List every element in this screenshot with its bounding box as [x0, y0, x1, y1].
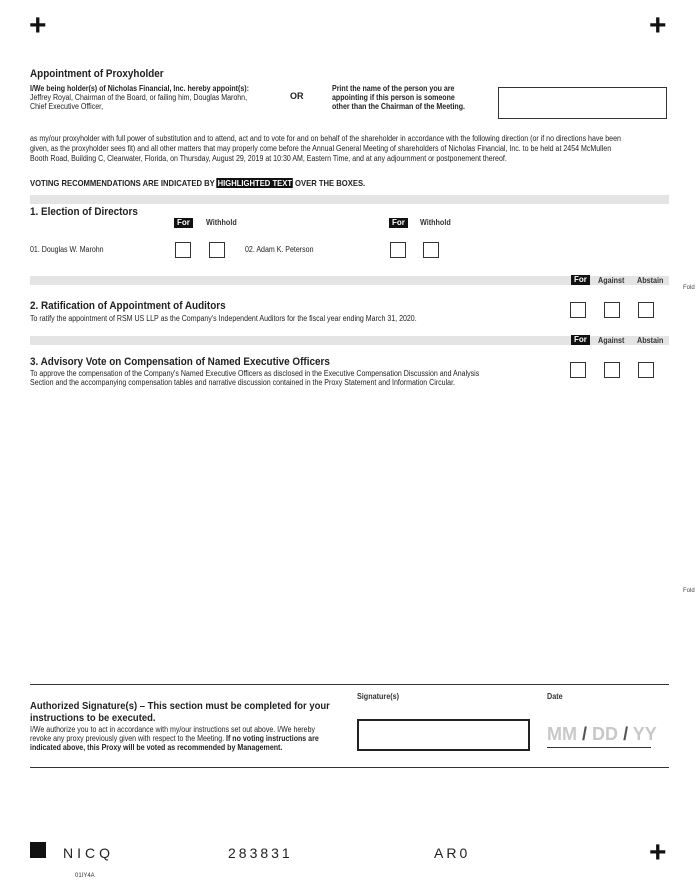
signature-label: Signature(s)	[357, 692, 400, 701]
date-yy-placeholder: YY	[632, 724, 657, 744]
signature-input[interactable]	[357, 719, 530, 751]
black-square-mark	[30, 842, 46, 858]
proxy-text-line-3: Booth Road, Building C, Clearwater, Florida, on Thursday, August 29, 2019 at 10:30 AM, Eastern Time, and at any adjournment or postponement thereof.	[30, 154, 507, 163]
appointee-line-1: Jeffrey Royal, Chairman of the Board, or failing him, Douglas Marohn,	[30, 93, 248, 102]
advisory-abstain-checkbox[interactable]	[638, 362, 654, 378]
director-1-withhold-checkbox[interactable]	[209, 242, 225, 258]
or-label: OR	[290, 91, 304, 101]
signature-text-normal: revoke any proxy previously given with respect to the Meeting.	[30, 734, 227, 743]
section-divider-bar	[30, 195, 669, 204]
voting-note-text: VOTING RECOMMENDATIONS ARE INDICATED BY	[30, 178, 217, 188]
date-mm-placeholder: MM	[547, 724, 577, 744]
proxy-text-line-2: given, as the proxyholder sees fit) and all other matters that may properly come before the Annual General Meeting of shareholders of Nicholas Financial, Inc. to be held at 2454 McMullen	[30, 144, 612, 153]
advisory-text-line-1: To approve the compensation of the Company's Named Executive Officers as disclosed in the Executive Compensation Discussion and Analysis	[30, 369, 480, 378]
signature-text-line-1: I/We authorize you to act in accordance with my/our instructions set out above. I/We hereby	[30, 725, 316, 734]
voting-note-text-end: OVER THE BOXES.	[292, 178, 366, 188]
election-title: 1. Election of Directors	[30, 206, 138, 218]
appointment-title: Appointment of Proxyholder	[30, 68, 164, 80]
signature-text-line-3: indicated above, this Proxy will be voted as recommended by Management.	[30, 743, 283, 752]
advisory-for-checkbox[interactable]	[570, 362, 586, 378]
director-2-name: 02. Adam K. Peterson	[245, 245, 314, 254]
for-label-item-2: For	[571, 275, 590, 285]
registration-mark-top-right: +	[649, 9, 667, 42]
advisory-text-line-2: Section and the accompanying compensation tables and narrative discussion contained in the Proxy Statement and Information Circular.	[30, 378, 455, 387]
registration-mark-top-left: +	[29, 9, 47, 42]
print-line-2: appointing if this person is someone	[332, 93, 455, 102]
voting-recommendations-note	[30, 178, 365, 188]
signature-text-bold: If no voting instructions are	[226, 734, 319, 743]
against-label-item-3: Against	[598, 336, 625, 345]
highlighted-text-sample: HIGHLIGHTED TEXT	[217, 178, 293, 188]
date-input[interactable]	[547, 724, 657, 748]
print-line-1: Print the name of the person you are	[332, 84, 455, 93]
for-label-director-1: For	[174, 218, 193, 228]
print-line-3: other than the Chairman of the Meeting.	[332, 102, 465, 111]
director-2-for-checkbox[interactable]	[390, 242, 406, 258]
date-dd-placeholder: DD	[592, 724, 619, 744]
footer-code-ar: AR0	[434, 845, 471, 861]
date-label: Date	[547, 692, 563, 701]
registration-mark-bottom-right: +	[649, 836, 667, 869]
signature-title-line-2: instructions to be executed.	[30, 712, 156, 724]
form-code: 01IY4A	[75, 873, 95, 879]
director-2-withhold-checkbox[interactable]	[423, 242, 439, 258]
against-label-item-2: Against	[598, 276, 625, 285]
appointee-line-2: Chief Executive Officer,	[30, 102, 104, 111]
director-1-for-checkbox[interactable]	[175, 242, 191, 258]
signature-section-bottom-rule	[30, 767, 669, 768]
signature-section-top-rule	[30, 684, 669, 685]
proxy-text-line-1: as my/our proxyholder with full power of substitution and to attend, act and to vote for and on behalf of the shareholder in accordance with the following direction (or if no directions have been	[30, 134, 621, 143]
withhold-label-director-2: Withhold	[420, 218, 451, 227]
for-label-item-3: For	[571, 335, 590, 345]
proxyholder-name-input[interactable]	[498, 87, 667, 119]
signature-title-line-1: Authorized Signature(s) – This section must be completed for your	[30, 700, 330, 712]
holder-line: I/We being holder(s) of Nicholas Financial, Inc. hereby appoint(s):	[30, 84, 249, 93]
director-1-name: 01. Douglas W. Marohn	[30, 245, 104, 254]
fold-mark: Fold	[683, 285, 695, 291]
for-label-director-2: For	[389, 218, 408, 228]
footer-code-nicq: NICQ	[63, 845, 114, 861]
advisory-against-checkbox[interactable]	[604, 362, 620, 378]
fold-mark: Fold	[683, 588, 695, 594]
ratification-text: To ratify the appointment of RSM US LLP as the Company's Independent Auditors for the fiscal year ending March 31, 2020.	[30, 314, 417, 323]
abstain-label-item-2: Abstain	[637, 276, 664, 285]
abstain-label-item-3: Abstain	[637, 336, 664, 345]
date-separator: /	[582, 724, 588, 744]
date-separator: /	[623, 724, 629, 744]
ratification-abstain-checkbox[interactable]	[638, 302, 654, 318]
withhold-label-director-1: Withhold	[206, 218, 237, 227]
ratification-for-checkbox[interactable]	[570, 302, 586, 318]
ratification-title: 2. Ratification of Appointment of Auditors	[30, 300, 226, 312]
advisory-title: 3. Advisory Vote on Compensation of Named Executive Officers	[30, 356, 330, 368]
footer-code-number: 283831	[228, 845, 293, 861]
ratification-against-checkbox[interactable]	[604, 302, 620, 318]
